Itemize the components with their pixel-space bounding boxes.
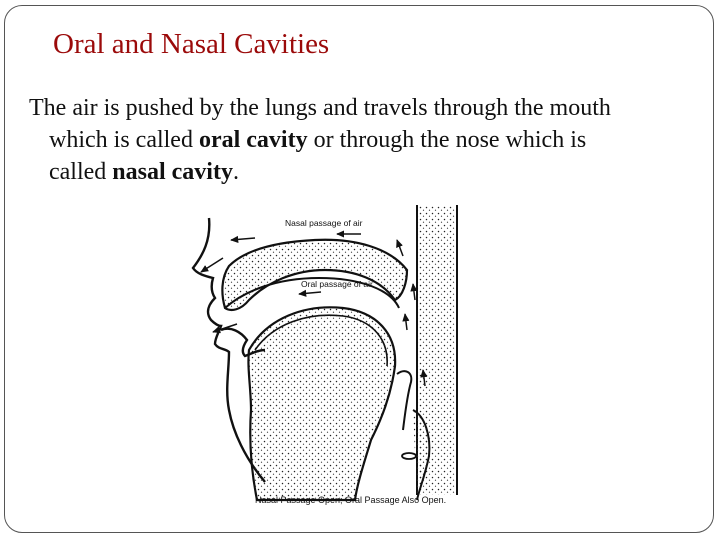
oral-arrow-1 — [299, 292, 321, 294]
body-line-2 — [29, 124, 719, 156]
figure-caption: Nasal Passage Open; Oral Passage Also Open. — [255, 495, 447, 505]
nasal-arrow-3 — [201, 258, 223, 272]
tongue-shape — [248, 307, 395, 500]
oral-passage-label: Oral passage of air — [301, 279, 373, 289]
nasal-passage-label: Nasal passage of air — [285, 218, 363, 228]
pharynx-arrow-1 — [397, 240, 403, 256]
body-line-2-post: or through the nose which is — [307, 127, 587, 153]
epiglottis — [397, 371, 411, 430]
slide-body — [29, 92, 719, 188]
slide-title: Oral and Nasal Cavities — [53, 28, 330, 60]
body-line-3 — [29, 156, 719, 188]
nasal-arrow-1 — [231, 238, 255, 240]
pharynx-arrow-2 — [413, 284, 415, 300]
pharynx-arrow-3 — [405, 314, 407, 330]
vocal-folds — [402, 453, 416, 459]
body-line-2-pre: which is called — [49, 127, 199, 153]
body-line-1: The air is pushed by the lungs and travels through the mouth — [29, 95, 611, 121]
vocal-tract-diagram — [185, 200, 475, 518]
body-line-3-pre: called — [49, 159, 113, 185]
nasal-cavity-shape — [222, 240, 407, 310]
oral-cavity-term: oral cavity — [198, 127, 308, 153]
body-line-3-post: . — [232, 159, 239, 185]
nasal-cavity-term: nasal cavity — [112, 159, 233, 185]
